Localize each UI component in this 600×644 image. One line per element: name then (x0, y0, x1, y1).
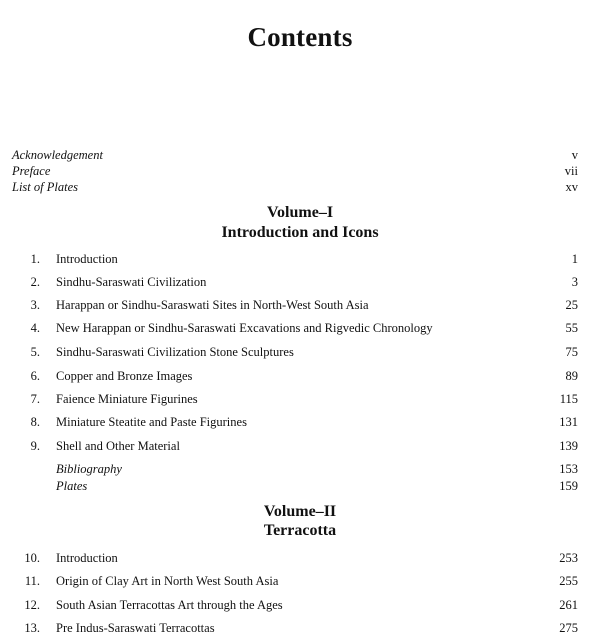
chapter-number: 13. (24, 621, 40, 635)
volume-1-heading: Volume–I (266, 204, 334, 221)
chapter-number: 11. (24, 574, 40, 588)
page-number: 139 (559, 439, 578, 453)
toc-entry[interactable] (22, 319, 578, 337)
chapter-number: 8. (30, 415, 40, 429)
page-number: xv (565, 180, 578, 194)
page-number: 55 (565, 321, 578, 335)
page-number: 115 (559, 392, 578, 406)
front-matter-item[interactable] (12, 179, 578, 195)
toc-entry[interactable] (22, 296, 578, 314)
entry-label: Preface (12, 164, 51, 178)
chapter-number: 2. (30, 275, 40, 289)
chapter-title: Copper and Bronze Images (56, 369, 193, 383)
chapter-number: 4. (30, 321, 40, 335)
chapter-title: Sindhu-Saraswati Civilization (56, 275, 207, 289)
chapter-title: South Asian Terracottas Art through the Ages (56, 598, 283, 612)
toc-entry[interactable] (22, 250, 578, 268)
toc-entry[interactable] (22, 343, 578, 361)
toc-entry[interactable] (22, 549, 578, 567)
chapter-number: 1. (30, 252, 40, 266)
back-matter-item[interactable] (56, 461, 578, 477)
toc-entry[interactable] (22, 413, 578, 431)
chapter-title: Harappan or Sindhu-Saraswati Sites in North-West South Asia (56, 298, 369, 312)
toc-entry[interactable] (22, 367, 578, 385)
page-number: 89 (565, 369, 578, 383)
chapter-number: 5. (30, 345, 40, 359)
front-matter-item[interactable] (12, 163, 578, 179)
toc-entry[interactable] (22, 572, 578, 590)
chapter-number: 10. (24, 551, 40, 565)
page-number: vii (564, 164, 578, 178)
chapter-number: 9. (30, 439, 40, 453)
entry-label: Bibliography (56, 462, 122, 476)
chapter-number: 6. (30, 369, 40, 383)
entry-label: Plates (56, 479, 88, 493)
chapter-title: Introduction (56, 551, 118, 565)
entry-label: Acknowledgement (12, 148, 103, 162)
page-number: 159 (559, 479, 578, 493)
entry-label: List of Plates (12, 180, 78, 194)
page-number: 25 (565, 298, 578, 312)
chapter-number: 7. (30, 392, 40, 406)
page-number: 131 (559, 415, 578, 429)
chapter-number: 12. (24, 598, 40, 612)
front-matter (12, 147, 578, 195)
chapter-title: Miniature Steatite and Paste Figurines (56, 415, 247, 429)
page-number: 75 (565, 345, 578, 359)
chapter-title: Pre Indus-Saraswati Terracottas (56, 621, 215, 635)
chapter-title: Sindhu-Saraswati Civilization Stone Sculptures (56, 345, 294, 359)
page-number: 253 (559, 551, 578, 565)
chapter-title: Faience Miniature Figurines (56, 392, 198, 406)
toc-entry[interactable] (22, 390, 578, 408)
page-number: 1 (571, 252, 578, 266)
toc-entry[interactable] (22, 619, 578, 637)
page-number: 3 (571, 275, 578, 289)
toc-entry[interactable] (22, 596, 578, 614)
volume-2-subheading: Terracotta (263, 522, 337, 539)
chapter-number: 3. (30, 298, 40, 312)
page-number: 255 (559, 574, 578, 588)
chapter-title: New Harappan or Sindhu-Saraswati Excavations and Rigvedic Chronology (56, 321, 433, 335)
page-number: 275 (559, 621, 578, 635)
front-matter-item[interactable] (12, 147, 578, 163)
toc-entry[interactable] (22, 437, 578, 455)
back-matter-item[interactable] (56, 478, 578, 494)
chapter-title: Origin of Clay Art in North West South Asia (56, 574, 279, 588)
page-number: 261 (559, 598, 578, 612)
volume-1-subheading: Introduction and Icons (221, 224, 379, 241)
toc-entry[interactable] (22, 273, 578, 291)
page-number: v (571, 148, 578, 162)
page-title: Contents (247, 22, 353, 52)
page-number: 153 (559, 462, 578, 476)
volume-2-heading: Volume–II (263, 503, 337, 520)
chapter-title: Introduction (56, 252, 118, 266)
chapter-title: Shell and Other Material (56, 439, 180, 453)
